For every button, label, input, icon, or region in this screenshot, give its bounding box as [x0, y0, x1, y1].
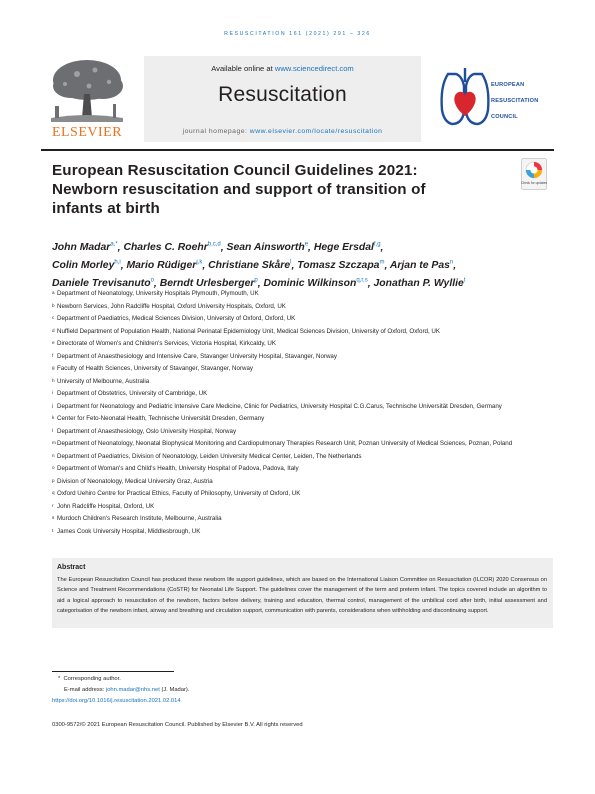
affiliation-item — [52, 290, 552, 299]
affiliation-letter: a — [52, 290, 55, 295]
affiliation-item — [52, 353, 552, 362]
affiliation-letter: m — [52, 440, 56, 445]
author-list: John Madar$^{a,*}$, Charles C. Roehr$^{b,c,d}$, Sean Ainsworth$^e$, Hege Ersdal$^{f,g}$, Colin Morley$^{h,i}$, Mario Rüdiger$^{j,k}$, Christiane Skåre$^l$, Tomasz Szczapa$^m$, Arjan te Pas$^n$, Daniele Trevisanuto$^o$, Berndt Urlesberger$^p$, Dominic Wilkinson$^{q,r,s}$, Jonathan P. Wyllie$^t$ — [52, 242, 466, 290]
affiliation-item — [52, 340, 552, 349]
author: Daniele Trevisanuto$^o$ — [52, 277, 154, 290]
affiliation-item — [52, 328, 552, 337]
affiliation-letter: b — [52, 302, 55, 308]
affiliation-text: Department of Anaesthesiology, Oslo University Hospital, Norway — [57, 427, 237, 435]
affiliation-letter: n — [52, 452, 55, 458]
homepage-prefix: journal homepage: — [182, 128, 248, 135]
erc-line-3: COUNCIL — [491, 114, 518, 120]
affiliation-item — [52, 490, 552, 499]
affiliation-text: Newborn Services, John Radcliffe Hospital, Oxford University Hospitals, Oxford, UK — [57, 302, 286, 310]
affiliation-text: Directorate of Women's and Children's Services, Victoria Hospital, Kirkcaldy, UK — [57, 340, 277, 347]
title-line-3: infants at birth — [52, 200, 160, 217]
affiliation-letter: d — [52, 327, 55, 333]
affiliation-text: Oxford Uehiro Centre for Practical Ethics, Faculty of Philosophy, University of Oxford, UK — [57, 490, 301, 497]
affiliation-text: Department of Paediatrics, Medical Sciences Division, University of Oxford, Oxford, UK — [57, 315, 296, 322]
affiliation-text: Department of Neonatology, Neonatal Biophysical Monitoring and Cardiopulmonary Therapies Research Unit, Poznan University of Medical Sciences, Poznan, Poland — [57, 440, 513, 447]
affiliation-item — [52, 403, 552, 412]
affiliation-item — [52, 453, 552, 462]
sciencedirect-link[interactable]: www.sciencedirect.com — [274, 64, 354, 73]
email-footnote — [64, 687, 189, 693]
affiliation-letter: k — [52, 415, 55, 420]
affiliation-letter: e — [52, 340, 55, 345]
footnote-rule — [52, 671, 174, 672]
email-label: E-mail address: — [64, 687, 105, 693]
affiliation-item — [52, 365, 552, 374]
corresponding-footnote — [58, 676, 121, 682]
affiliation-letter: i — [52, 390, 54, 395]
affiliation-item — [52, 378, 552, 387]
affiliation-letter: o — [52, 465, 55, 470]
affiliation-text: Department of Anaesthesiology and Intensive Care, Stavanger University Hospital, Stavanger, Norway — [57, 352, 337, 360]
affiliation-letter: r — [52, 502, 54, 508]
affiliation-text: Department of Obstetrics, University of Cambridge, UK — [57, 390, 208, 397]
affiliation-item — [52, 415, 552, 424]
title-line-1: European Resuscitation Council Guidelines 2021: — [52, 162, 418, 179]
affiliation-letter: q — [52, 490, 55, 495]
affiliation-letter: c — [52, 315, 55, 320]
affiliation-item — [52, 465, 552, 474]
affiliation-text: Murdoch Children's Research Institute, Melbourne, Australia — [57, 515, 222, 522]
elsevier-wordmark: ELSEVIER — [51, 125, 123, 140]
affiliation-text: Department of Paediatrics, Division of Neonatology, Leiden University Medical Center, Leiden, The Netherlands — [57, 452, 362, 460]
affiliation-text: James Cook University Hospital, Middlesbrough, UK — [57, 527, 201, 535]
affiliation-item — [52, 478, 552, 487]
affiliation-text: Center for Feto-Neonatal Health, Technische Universität Dresden, Germany — [57, 415, 265, 422]
affiliation-letter: g — [52, 365, 55, 370]
email-suffix: (J. Madar). — [161, 687, 190, 693]
affiliation-text: Department of Woman's and Child's Health, University Hospital of Padova, Padova, Italy — [57, 465, 299, 472]
article-title — [52, 161, 507, 218]
affiliation-text: Faculty of Health Sciences, University of Stavanger, Stavanger, Norway — [57, 365, 254, 372]
affiliation-letter: t — [52, 527, 54, 533]
affiliation-letter: j — [52, 402, 54, 408]
erc-line-2: RESUSCITATION — [491, 98, 539, 104]
affiliation-letter: h — [52, 377, 55, 383]
title-line-2: Newborn resuscitation and support of transition of — [52, 181, 426, 198]
affiliation-item — [52, 390, 552, 399]
doi-link[interactable]: https://doi.org/10.1016/j.resuscitation.2021.02.014 — [52, 698, 181, 704]
journal-title: Resuscitation — [218, 83, 347, 106]
author: Charles C. Roehr$^{b,c,d}$ — [123, 242, 221, 254]
erc-line-1: EUROPEAN — [491, 82, 525, 88]
author: John Madar$^{a,*}$ — [52, 242, 118, 254]
author: Arjan te Pas$^n$ — [389, 259, 454, 272]
running-head: RESUSCITATION 161 (2021) 291 – 326 — [224, 31, 371, 37]
abstract-heading: Abstract — [57, 564, 86, 571]
affiliation-text: John Radcliffe Hospital, Oxford, UK — [57, 502, 155, 510]
affiliation-item — [52, 515, 552, 524]
affiliation-item — [52, 428, 552, 437]
author: Tomasz Szczapa$^m$ — [297, 259, 385, 272]
affiliation-item — [52, 440, 552, 449]
crossmark-label: Check for updates — [521, 181, 547, 185]
affiliation-text: Nuffield Department of Population Health, National Perinatal Epidemiology Unit, Medical Sciences Division, University of Oxford, Oxford, UK — [57, 327, 440, 335]
affiliation-letter: f — [52, 352, 54, 358]
affiliation-text: Department of Neonatology, University Hospitals Plymouth, Plymouth, UK — [57, 290, 259, 297]
available-prefix: Available online at — [211, 64, 273, 73]
affiliation-text: University of Melbourne, Australia — [57, 377, 150, 385]
crossmark-badge[interactable] — [521, 158, 547, 190]
affiliation-list — [52, 290, 552, 540]
author: Dominic Wilkinson$^{q,r,s}$ — [263, 277, 368, 290]
author: Berndt Urlesberger$^p$ — [159, 277, 258, 290]
available-online — [144, 64, 421, 73]
affiliation-item — [52, 503, 552, 512]
affiliation-item — [52, 528, 552, 537]
author: Hege Ersdal$^{f,g}$ — [313, 242, 381, 254]
header-rule — [41, 149, 554, 151]
author: Sean Ainsworth$^e$ — [226, 242, 309, 254]
author: Colin Morley$^{h,i}$ — [52, 259, 121, 272]
copyright-line: 0300-9572/© 2021 European Resuscitation Council. Published by Elsevier B.V. All rights reserved — [52, 722, 303, 728]
homepage-link[interactable]: www.elsevier.com/locate/resuscitation — [249, 128, 383, 135]
affiliation-item — [52, 303, 552, 312]
affiliation-letter: s — [52, 515, 55, 520]
author: Jonathan P. Wyllie$^t$ — [373, 277, 466, 290]
abstract-text: The European Resuscitation Council has produced these newborn life support guidelines, which are based on the International Liaison Committee on Resuscitation (ILCOR) 2020 Consensus on Science and Treatment Recommendations (CoSTR) for Neonatal Life Support. The guidelines cover the management of the term and preterm infant. The topics covered include an algorithm to aid a logical approach to resuscitation of the newborn, factors before delivery, training and education, thermal control, management of the umbilical cord after birth, initial assessment and categorisation of the newborn infant, airway and breathing and circulation support, communication with parents, considerations when withholding and discontinuing support. — [57, 577, 547, 615]
affiliation-item — [52, 315, 552, 324]
affiliation-text: Division of Neonatology, Medical University Graz, Austria — [57, 477, 213, 485]
email-link[interactable]: john.madar@nhs.net — [105, 687, 160, 693]
affiliation-text: Department for Neonatology and Pediatric Intensive Care Medicine, Clinic for Pediatrics, University Hospital C.G.Carus, Technische Universität Dresden, Germany — [57, 402, 502, 410]
journal-homepage — [144, 128, 421, 135]
affiliation-letter: l — [52, 427, 54, 433]
affiliation-letter: p — [52, 477, 55, 483]
corresponding-mark: * — [58, 676, 61, 682]
author: Christiane Skåre$^l$ — [208, 259, 292, 272]
author: Mario Rüdiger$^{j,k}$ — [126, 259, 203, 272]
corresponding-label: Corresponding author. — [63, 676, 121, 682]
